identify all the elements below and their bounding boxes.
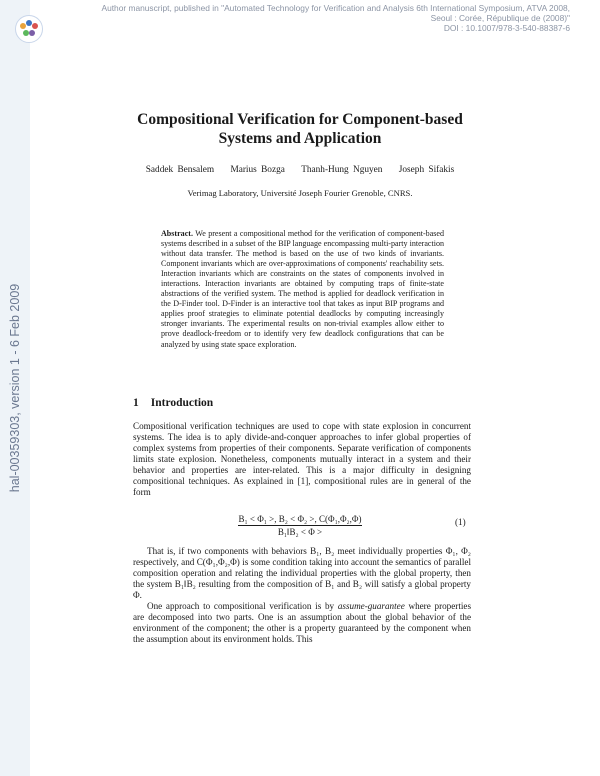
abstract xyxy=(161,229,444,350)
paper-title-line: Compositional Verification for Component-based xyxy=(137,111,463,128)
paragraph-text: where properties are decomposed into two parts. One is an assumption about the global behavior of the environment of the component; the other is a property guaranteed by the component when the assumption about its environment holds. This xyxy=(133,601,471,645)
hal-logo-icon xyxy=(14,14,44,44)
section-number: 1 xyxy=(133,397,139,409)
doi-line: DOI : 10.1007/978-3-540-88387-6 xyxy=(443,23,570,33)
composition-rule-formula xyxy=(200,514,400,537)
section-title: Introduction xyxy=(150,397,214,409)
author-name: Saddek Bensalem xyxy=(145,165,215,175)
equation-number: (1) xyxy=(455,517,466,527)
formula-denominator: B₁‖B₂ < Φ > xyxy=(277,527,323,537)
paragraph-text: One approach to compositional verification is by xyxy=(147,601,338,611)
author-name: Marius Bozga xyxy=(230,165,285,175)
formula-numerator: B₁ < Φ₁ >, B₂ < Φ₂ >, C(Φ₁,Φ₂,Φ) xyxy=(238,514,362,524)
intro-paragraph-3 xyxy=(133,601,471,645)
emphasis-term: assume-guarantee xyxy=(337,601,405,611)
publication-note xyxy=(101,3,570,33)
paper-title-line: Systems and Application xyxy=(218,130,382,147)
abstract-text: We present a compositional method for the verification of component-based systems described in a subset of the BIP language encompassing multi-party interaction without data transfer. The method is based on the use of two kinds of invariants. Component invariants which are over-approximations of components' reachability sets. Interaction invariants which are constraints on the states of components involved in interactions. Interaction invariants are obtained by computing traps of finite-state abstractions of the verified system. The method is applied for deadlock verification in the D-Finder tool. D-Finder is an interactive tool that takes as input BIP programs and applies proof strategies to eliminate potential deadlocks by computing increasingly stronger invariants. The experimental results on non-trivial examples allow either to prove deadlock-freedom or to identify very few deadlock configurations that can be analyzed by using state space exploration. xyxy=(161,229,444,349)
author-list xyxy=(100,165,500,175)
section-heading xyxy=(133,397,213,409)
paper-title xyxy=(120,110,480,148)
affiliation: Verimag Laboratory, Université Joseph Fourier Grenoble, CNRS. xyxy=(187,188,413,198)
intro-paragraph-1: Compositional verification techniques are used to cope with state explosion in concurrent systems. The idea is to aply divide-and-conquer approaches to infer global properties of complex systems from properties of their components. Separate verification of components limits state explosion. Nonetheless, components mutually interact in a system and their behavior and properties are inter-related. This is a major difficulty in designing compositional techniques. As explained in [1], compositional rules are in general of the form xyxy=(133,421,471,498)
author-name: Thanh-Hung Nguyen xyxy=(301,165,383,175)
abstract-label: Abstract. xyxy=(161,229,193,238)
publication-note-line: Seoul : Corée, République de (2008)" xyxy=(430,13,570,23)
hal-identifier: hal-00359303, version 1 - 6 Feb 2009 xyxy=(8,283,22,493)
publication-note-line: Author manuscript, published in "Automated Technology for Verification and Analysis 6th International Symposium, ATVA 2008, xyxy=(101,3,570,13)
author-name: Joseph Sifakis xyxy=(398,165,455,175)
intro-paragraph-2: That is, if two components with behaviors B₁, B₂ meet individually properties Φ₁, Φ₂ respectively, and C(Φ₁,Φ₂,Φ) is some condition taking into account the semantics of parallel composition operation and relating the individual properties with the global property, then the system B₁‖B₂ resulting from the composition of B₁ and B₂ will satisfy a global property Φ. xyxy=(133,546,471,601)
